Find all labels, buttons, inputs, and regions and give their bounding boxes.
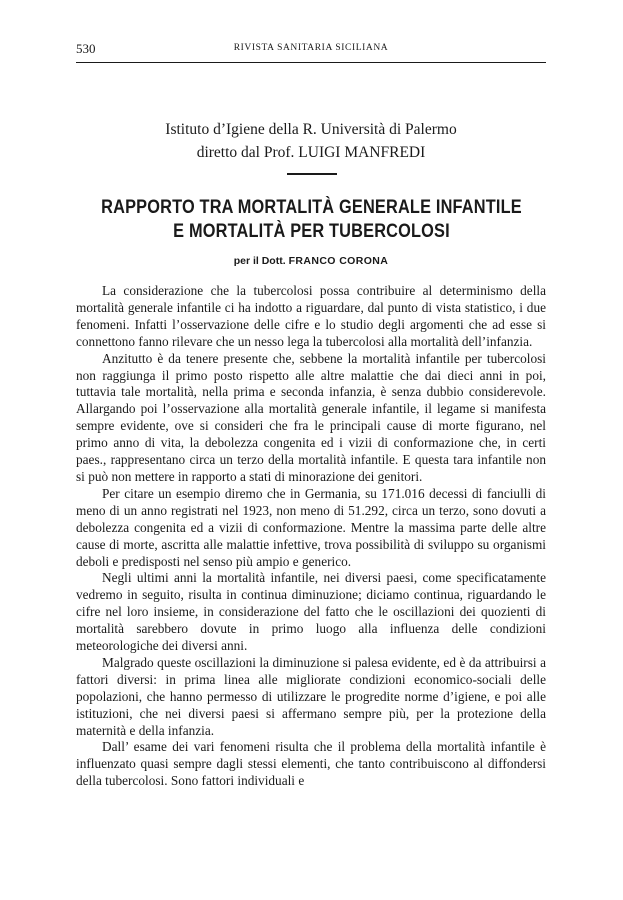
running-header (76, 41, 546, 59)
page-number: 530 (76, 41, 96, 56)
institute-line: Istituto d’Igiene della R. Università di Palermo (165, 121, 457, 138)
journal-title: RIVISTA SANITARIA SICILIANA (233, 43, 389, 53)
director-line: diretto dal Prof. LUIGI MANFREDI (196, 144, 426, 161)
article-title-line-2: E MORTALITÀ PER TUBERCOLOSI (173, 221, 450, 242)
author-name: FRANCO CORONA (288, 255, 389, 267)
paragraph-1: La considerazione che la tubercolosi possa contribuire al determinismo della mortalità generale infantile ci ha indotto a riguardare, dal punto di vista statistico, i due fenomeni. Infatti l’osservazione delle cifre e lo studio degli argomenti che ad esse si connettono fanno rilevare che un nesso lega la tubercolosi alla mortalità dell’infanzia. (76, 283, 546, 349)
paragraph-4: Negli ultimi anni la mortalità infantile, nei diversi paesi, come specificatamente vedremo in seguito, risulta in continua diminuzione; diciamo continua, riguardando le cifre nel loro insieme, in considerazione del fatto che le oscillazioni dei quozienti di mortalità sarebbero dovute in primo luogo alla influenza delle condizioni meteorologiche dei diversi anni. (76, 570, 546, 654)
paragraph-5: Malgrado queste oscillazioni la diminuzione si palesa evidente, ed è da attribuirsi a fattori diversi: in prima linea alle migliorate condizioni economico-sociali delle popolazioni, che hanno permesso di utilizzare le progredite norme d’igiene, e poi alle istituzioni, che nei diversi paesi si affermano sempre più, per la protezione della maternità e della infanzia. (76, 654, 546, 738)
article-body (76, 283, 546, 790)
separator-rule (287, 173, 337, 175)
article-title-line-1: RAPPORTO TRA MORTALITÀ GENERALE INFANTILE (101, 197, 522, 218)
paragraph-2: Anzitutto è da tenere presente che, sebbene la mortalità infantile per tubercolosi non raggiunga il primo posto rispetto alle altre malattie che dai dieci anni in poi, tuttavia tale mortalità, nella prima e seconda infanzia, è senza dubbio considerevole. Allargando poi l’osservazione alla mortalità generale infantile, il legame si manifesta sempre evidente, ove si consideri che fra le principali cause di morte figurano, nel primo anno di vita, la debolezza congenita ed i vizii di conformazione che, in certi paes., rappresentano circa un terzo della mortalità infantile. E questa tara infantile non si può non mettere in rapporto a stati di minorazione dei genitori. (76, 350, 546, 484)
byline (76, 255, 546, 267)
paragraph-3: Per citare un esempio diremo che in Germania, su 171.016 decessi di fanciulli di meno di un anno registrati nel 1923, non meno di 51.292, circa un terzo, sono dovuti a debolezza congenita ed a vizii di conformazione. Mentre la massima parte delle altre cause di morte, ascritta alle malattie infettive, trova possibilità di sviluppo su organismi deboli e predisposti nel senso più ampio e generico. (76, 485, 546, 569)
paragraph-6: Dall’ esame dei vari fenomeni risulta che il problema della mortalità infantile è influenzato quasi sempre dagli stessi elementi, che tanto contribuiscono al diffondersi della tubercolosi. Sono fattori individuali e (76, 739, 546, 789)
header-rule (76, 62, 546, 63)
byline-prefix: per il Dott. (233, 255, 286, 267)
